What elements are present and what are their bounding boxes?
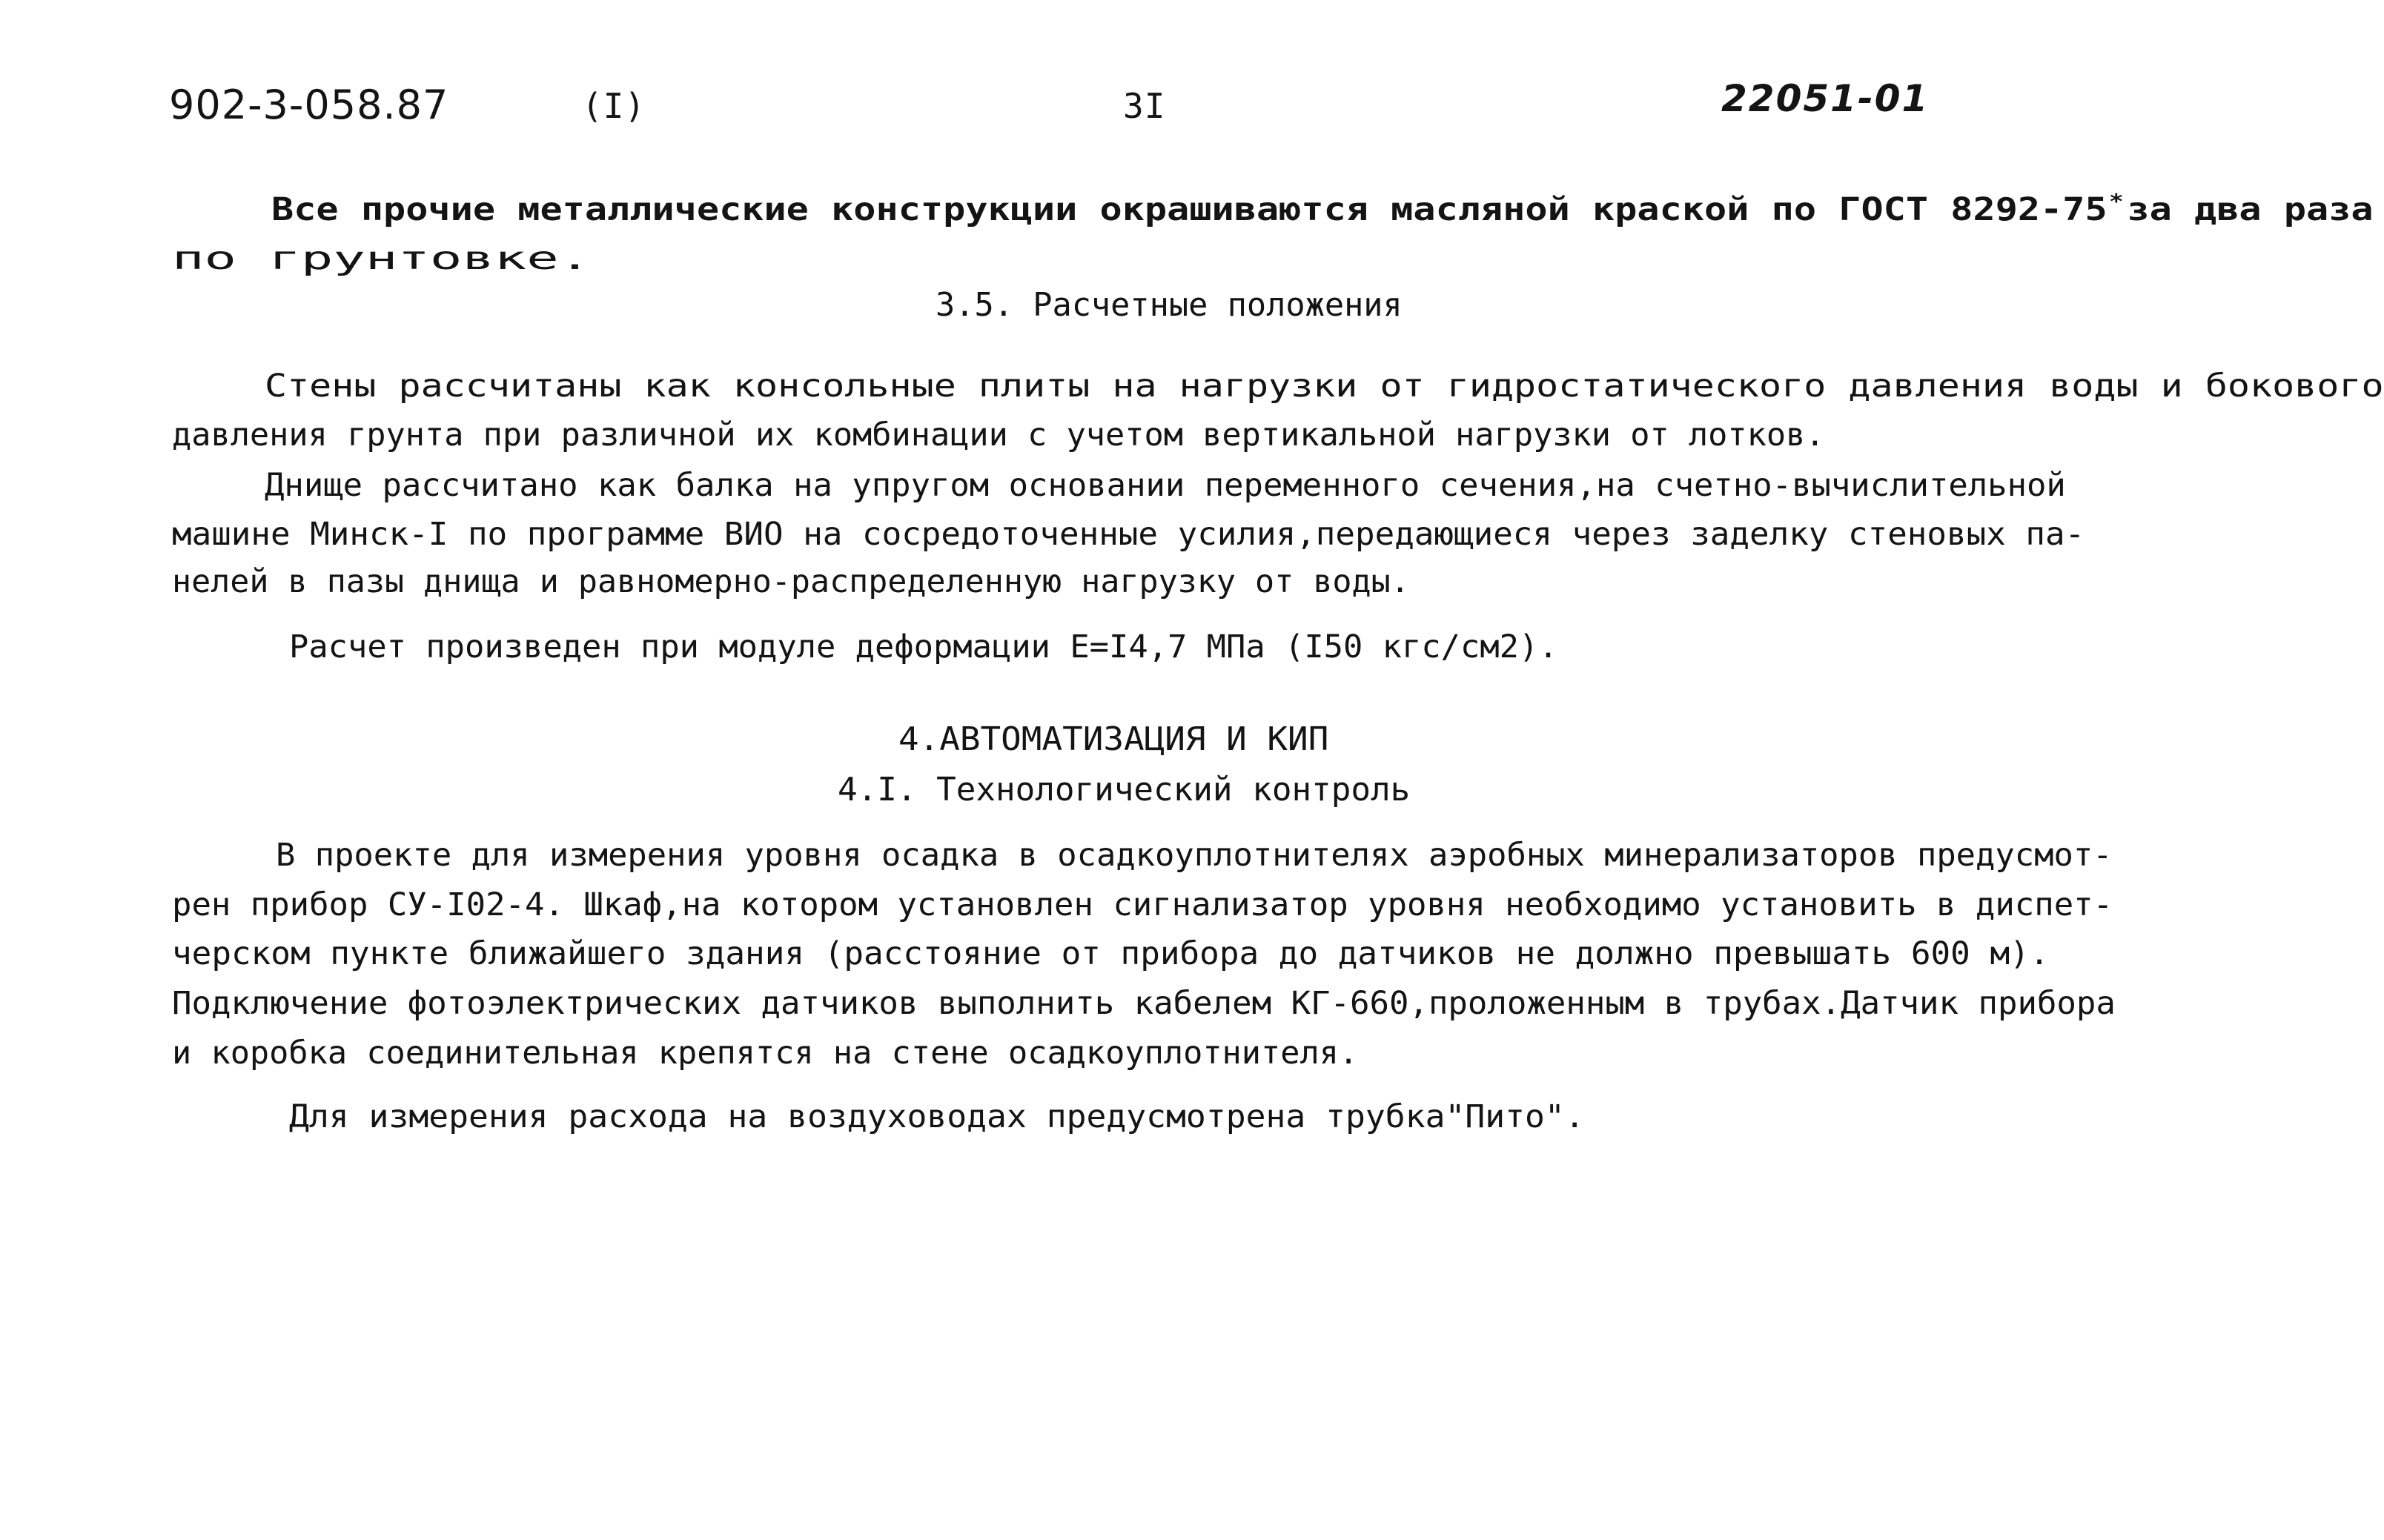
section-3-5-title: 3.5. Расчетные положения	[936, 286, 1403, 324]
paint-text-line-1	[271, 191, 2374, 226]
automation-line-2: рен прибор СУ-I02-4. Шкаф,на котором установлен сигнализатор уровня необходимо установить в диспет-	[172, 886, 2113, 923]
gost-asterisk: *	[2109, 189, 2124, 213]
walls-line-1: Стены рассчитаны как консольные плиты на нагрузки от гидростатического давления воды и бокового	[265, 368, 2384, 405]
bottom-line-3: нелей в пазы днища и равномерно-распределенную нагрузку от воды.	[172, 563, 1410, 600]
section-4-1-title: 4.I. Технологический контроль	[838, 771, 1411, 809]
paint-text-main: Все прочие металлические конструкции окрашиваются масляной краской по ГОСТ 8292-75	[271, 191, 2107, 228]
section-4-title: 4.АВТОМАТИЗАЦИЯ И КИП	[898, 720, 1329, 758]
doc-number: 902-3-058.87	[169, 82, 449, 128]
automation-line-3: черском пункте ближайшего здания (расстояние от прибора до датчиков не должно превышать 600 м).	[172, 935, 2050, 972]
archive-number: 22051-01	[1721, 77, 1930, 120]
bottom-line-1: Днище рассчитано как балка на упругом основании переменного сечения,на счетно-вычислительной	[265, 467, 2066, 504]
page-number: 3I	[1123, 86, 1166, 126]
automation-line-5: и коробка соединительная крепятся на стене осадкоуплотнителя.	[172, 1035, 1359, 1072]
walls-line-2: давления грунта при различной их комбинации с учетом вертикальной нагрузки от лотков.	[172, 416, 1825, 454]
automation-line-1: В проекте для измерения уровня осадка в осадкоуплотнителях аэробных минерализаторов предусмот-	[276, 837, 2113, 874]
automation-line-4: Подключение фотоэлектрических датчиков выполнить кабелем КГ-660,проложенным в трубах.Датчик прибора	[172, 985, 2116, 1022]
bottom-line-2: машине Минск-I по программе ВИО на сосредоточенные усилия,передающиеся через заделку стеновых па-	[172, 516, 2085, 553]
flow-measurement-line: Для измерения расхода на воздуховодах предусмотрена трубка"Пито".	[289, 1098, 1585, 1135]
part-number: (I)	[582, 86, 646, 126]
paint-text-line-2: по грунтовке.	[172, 240, 592, 277]
calc-line: Расчет произведен при модуле деформации Е=I4,7 МПа (I50 кгс/см2).	[289, 628, 1558, 666]
paint-text-tail: за два раза	[2127, 191, 2374, 228]
